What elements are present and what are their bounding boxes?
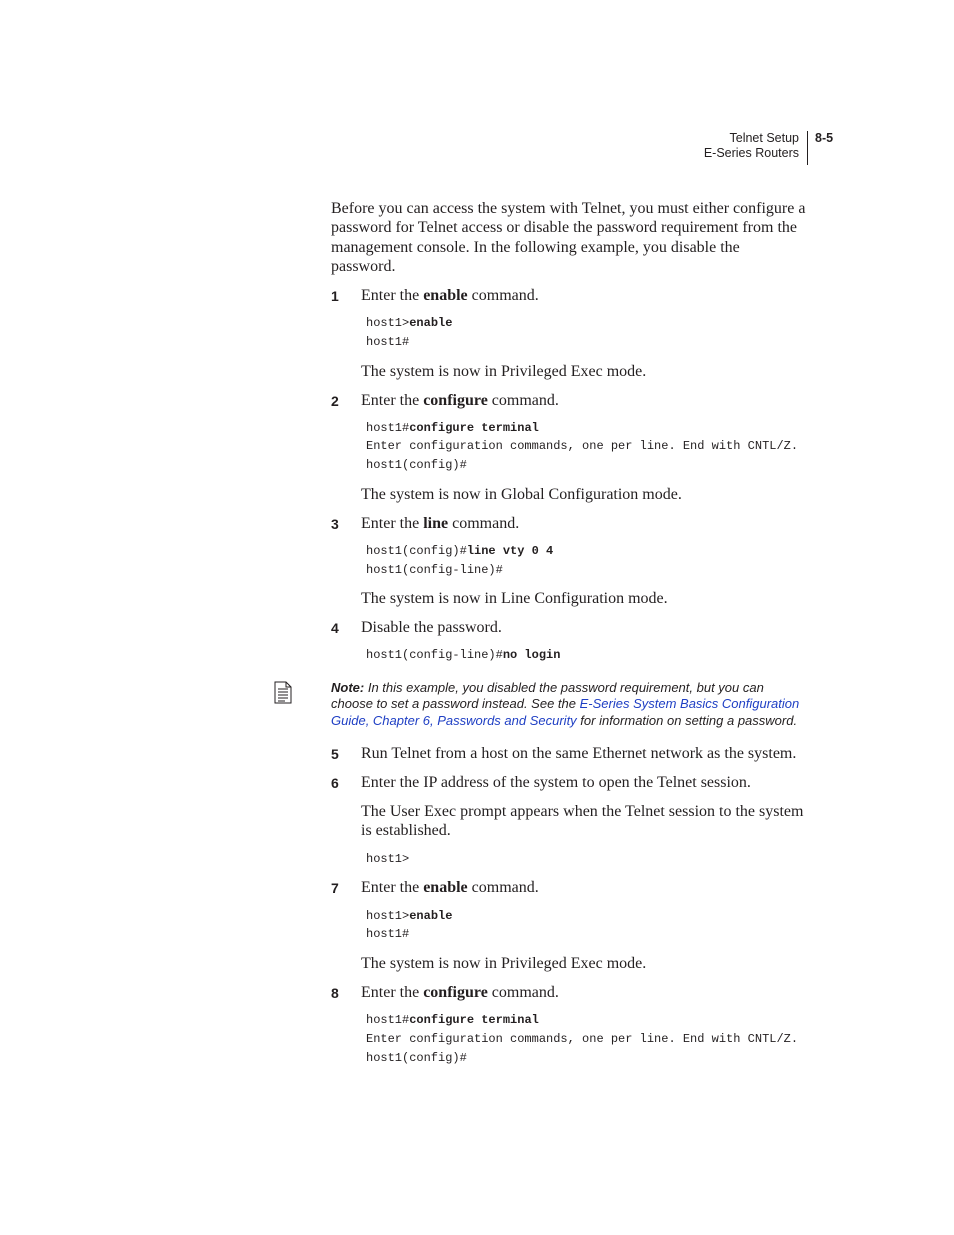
step-7-result: The system is now in Privileged Exec mode. (361, 955, 647, 972)
code-line: host1>enable (366, 909, 453, 923)
step-3-text: Enter the line command. (361, 515, 520, 532)
code-line: host1# (366, 927, 410, 941)
note-label: Note: (331, 680, 365, 695)
code-line: host1> (366, 852, 410, 866)
step-2-text: Enter the configure command. (361, 392, 559, 409)
step-number-6: 6 (331, 775, 339, 791)
code-line: Enter configuration commands, one per line. End with CNTL/Z. (366, 439, 799, 453)
code-line: host1(config)# (366, 1051, 467, 1065)
step-6-result-line-1: The User Exec prompt appears when the Telnet session to the system (361, 803, 804, 820)
code-line: host1>enable (366, 316, 453, 330)
intro-line-1: Before you can access the system with Telnet, you must either configure a (331, 200, 806, 217)
code-line: host1#configure terminal (366, 421, 539, 435)
step-6-text: Enter the IP address of the system to open the Telnet session. (361, 774, 751, 791)
page-number: 8-5 (815, 131, 834, 145)
step-3-result: The system is now in Line Configuration mode. (361, 590, 668, 607)
step-number-8: 8 (331, 985, 339, 1001)
step-2-result: The system is now in Global Configuration mode. (361, 486, 682, 503)
note-link[interactable]: E-Series System Basics Configuration (579, 696, 800, 711)
step-4-text: Disable the password. (361, 619, 502, 636)
running-header-section: Telnet Setup (729, 131, 799, 145)
step-number-7: 7 (331, 880, 339, 896)
step-7-text: Enter the enable command. (361, 879, 539, 896)
note-line-2: choose to set a password instead. See the E-Series System Basics Configuration (331, 696, 800, 711)
step-1-result: The system is now in Privileged Exec mode. (361, 363, 647, 380)
intro-line-3: management console. In the following example, you disable the (331, 239, 740, 256)
note-link[interactable]: Guide, Chapter 6, Passwords and Security (331, 713, 577, 728)
code-line: Enter configuration commands, one per line. End with CNTL/Z. (366, 1032, 799, 1046)
step-1-text: Enter the enable command. (361, 287, 539, 304)
note-line-3: Guide, Chapter 6, Passwords and Security for information on setting a password. (331, 713, 798, 728)
step-number-4: 4 (331, 620, 339, 636)
step-6-result-line-2: is established. (361, 822, 451, 839)
header-divider (807, 131, 808, 165)
note-icon (274, 681, 292, 709)
step-8-text: Enter the configure command. (361, 984, 559, 1001)
note-line-1: Note: In this example, you disabled the password requirement, but you can (331, 680, 764, 695)
step-number-5: 5 (331, 746, 339, 762)
code-line: host1(config-line)# (366, 563, 503, 577)
code-line: host1# (366, 335, 410, 349)
code-line: host1(config-line)#no login (366, 648, 561, 662)
step-number-2: 2 (331, 393, 339, 409)
running-header-book: E-Series Routers (703, 146, 799, 160)
code-line: host1(config)#line vty 0 4 (366, 544, 554, 558)
step-5-text: Run Telnet from a host on the same Ethernet network as the system. (361, 745, 797, 762)
step-number-3: 3 (331, 516, 339, 532)
intro-line-4: password. (331, 258, 396, 275)
code-line: host1#configure terminal (366, 1013, 539, 1027)
code-line: host1(config)# (366, 458, 467, 472)
intro-line-2: password for Telnet access or disable the password requirement from the (331, 219, 797, 236)
step-number-1: 1 (331, 288, 339, 304)
